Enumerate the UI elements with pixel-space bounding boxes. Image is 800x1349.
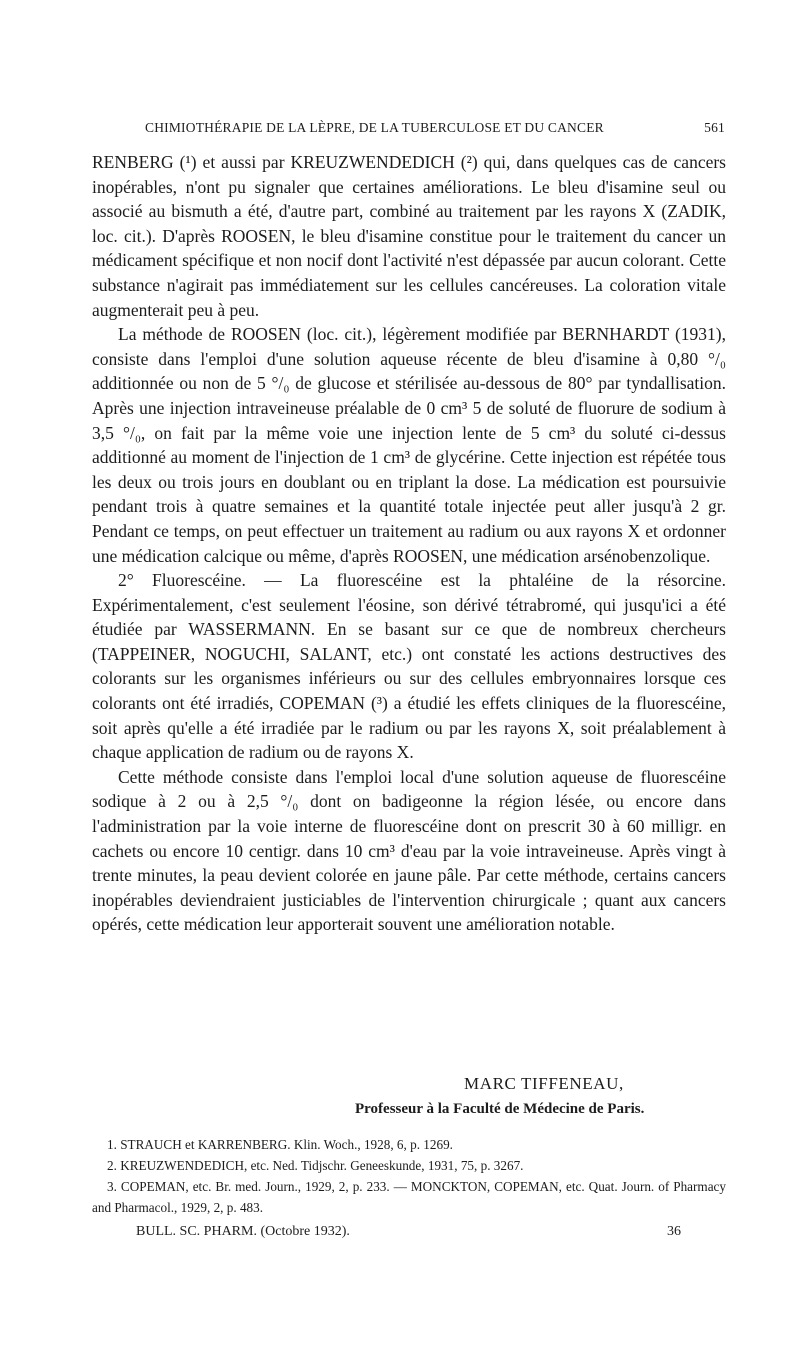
page-footer <box>136 1224 681 1240</box>
footnote-2: 2. KREUZWENDEDICH, etc. Ned. Tidjschr. Geneeskunde, 1931, 75, p. 3267. <box>107 1158 524 1173</box>
journal-reference: BULL. SC. PHARM. (Octobre 1932). <box>136 1224 350 1239</box>
footnote-1: 1. STRAUCH et KARRENBERG. Klin. Woch., 1928, 6, p. 1269. <box>107 1137 453 1152</box>
page-number: 561 <box>704 120 725 135</box>
footnotes <box>92 1134 726 1218</box>
paragraph-4: Cette méthode consiste dans l'emploi local d'une solution aqueuse de fluorescéine sodique à 2 ou à 2,5 °/₀ dont on badigeonne la région lésée, ou encore dans l'administration par la voie interne de fluorescéine dont on prescrit 30 à 60 milligr. en cachets ou encore 10 centigr. dans 10 cm³ d'eau par la voie intraveineuse. Après vingt à trente minutes, la peau devient colorée en jaune pâle. Par cette méthode, certains cancers inopérables deviendraient justiciables de l'intervention chirurgicale ; quant aux cancers opérés, cette médication leur apporterait souvent une amélioration notable. <box>92 766 726 935</box>
body-text <box>92 150 726 937</box>
author-name: MARC TIFFENEAU, <box>464 1074 624 1093</box>
paragraph-1: RENBERG (¹) et aussi par KREUZWENDEDICH (²) qui, dans quelques cas de cancers inopérables, n'ont pu signaler que certaines améliorations. Le bleu d'isamine seul ou associé au bismuth a été, d'autre part, combiné au traitement par les rayons X (ZADIK, loc. cit.). D'après ROOSEN, le bleu d'isamine constitue pour le traitement du cancer un médicament spécifique et non nocif dont l'activité n'est dépassée par aucun colorant. Cette substance n'agirait pas immédiatement sur les cellules cancéreuses. La coloration vitale augmenterait peu à peu. <box>92 152 726 320</box>
author-affiliation: Professeur à la Faculté de Médecine de Paris. <box>355 1101 645 1117</box>
paragraph-2: La méthode de ROOSEN (loc. cit.), légèrement modifiée par BERNHARDT (1931), consiste dans l'emploi d'une solution aqueuse récente de bleu d'isamine à 0,80 °/₀ additionnée ou non de 5 °/₀ de glucose et stérilisée au-dessous de 80° par tyndallisation. Après une injection intraveineuse préalable de 0 cm³ 5 de soluté de fluorure de sodium à 3,5 °/₀, on fait par la même voie une injection lente de 5 cm³ du soluté ci-dessus additionné au moment de l'injection de 1 cm³ de glycérine. Cette injection est répétée tous les deux ou trois jours en doublant ou en triplant la dose. La médication est poursuivie pendant trois à quatre semaines et la quantité totale injectée peut aller jusqu'à 2 gr. Pendant ce temps, on peut effectuer un traitement au radium ou aux rayons X et ordonner une médication calcique ou même, d'après ROOSEN, une médication arsénobenzolique. <box>92 324 726 566</box>
running-header <box>145 120 725 136</box>
paragraph-3: 2° Fluorescéine. — La fluorescéine est la phtaléine de la résorcine. Expérimentalement, c'est seulement l'éosine, son dérivé tétrabromé, qui jusqu'ici a été étudiée par WASSERMANN. En se basant sur ce que de nombreux chercheurs (TAPPEINER, NOGUCHI, SALANT, etc.) ont constaté les actions destructives des colorants sur les organismes inférieurs ou sur des cellules embryonnaires lorsque ces colorants ont été irradiés, COPEMAN (³) a étudié les effets cliniques de la fluorescéine, soit après qu'elle a été irradiée par le radium ou par les rayons X, soit préalablement à chaque application de radium ou de rayons X. <box>92 570 726 763</box>
footnote-3: 3. COPEMAN, etc. Br. med. Journ., 1929, 2, p. 233. — MONCKTON, COPEMAN, etc. Quat. Journ. of Pharmacy and Pharmacol., 1929, 2, p. 483. <box>92 1179 726 1215</box>
header-title: CHIMIOTHÉRAPIE DE LA LÈPRE, DE LA TUBERCULOSE ET DU CANCER <box>145 120 604 135</box>
signature-mark: 36 <box>667 1224 681 1239</box>
